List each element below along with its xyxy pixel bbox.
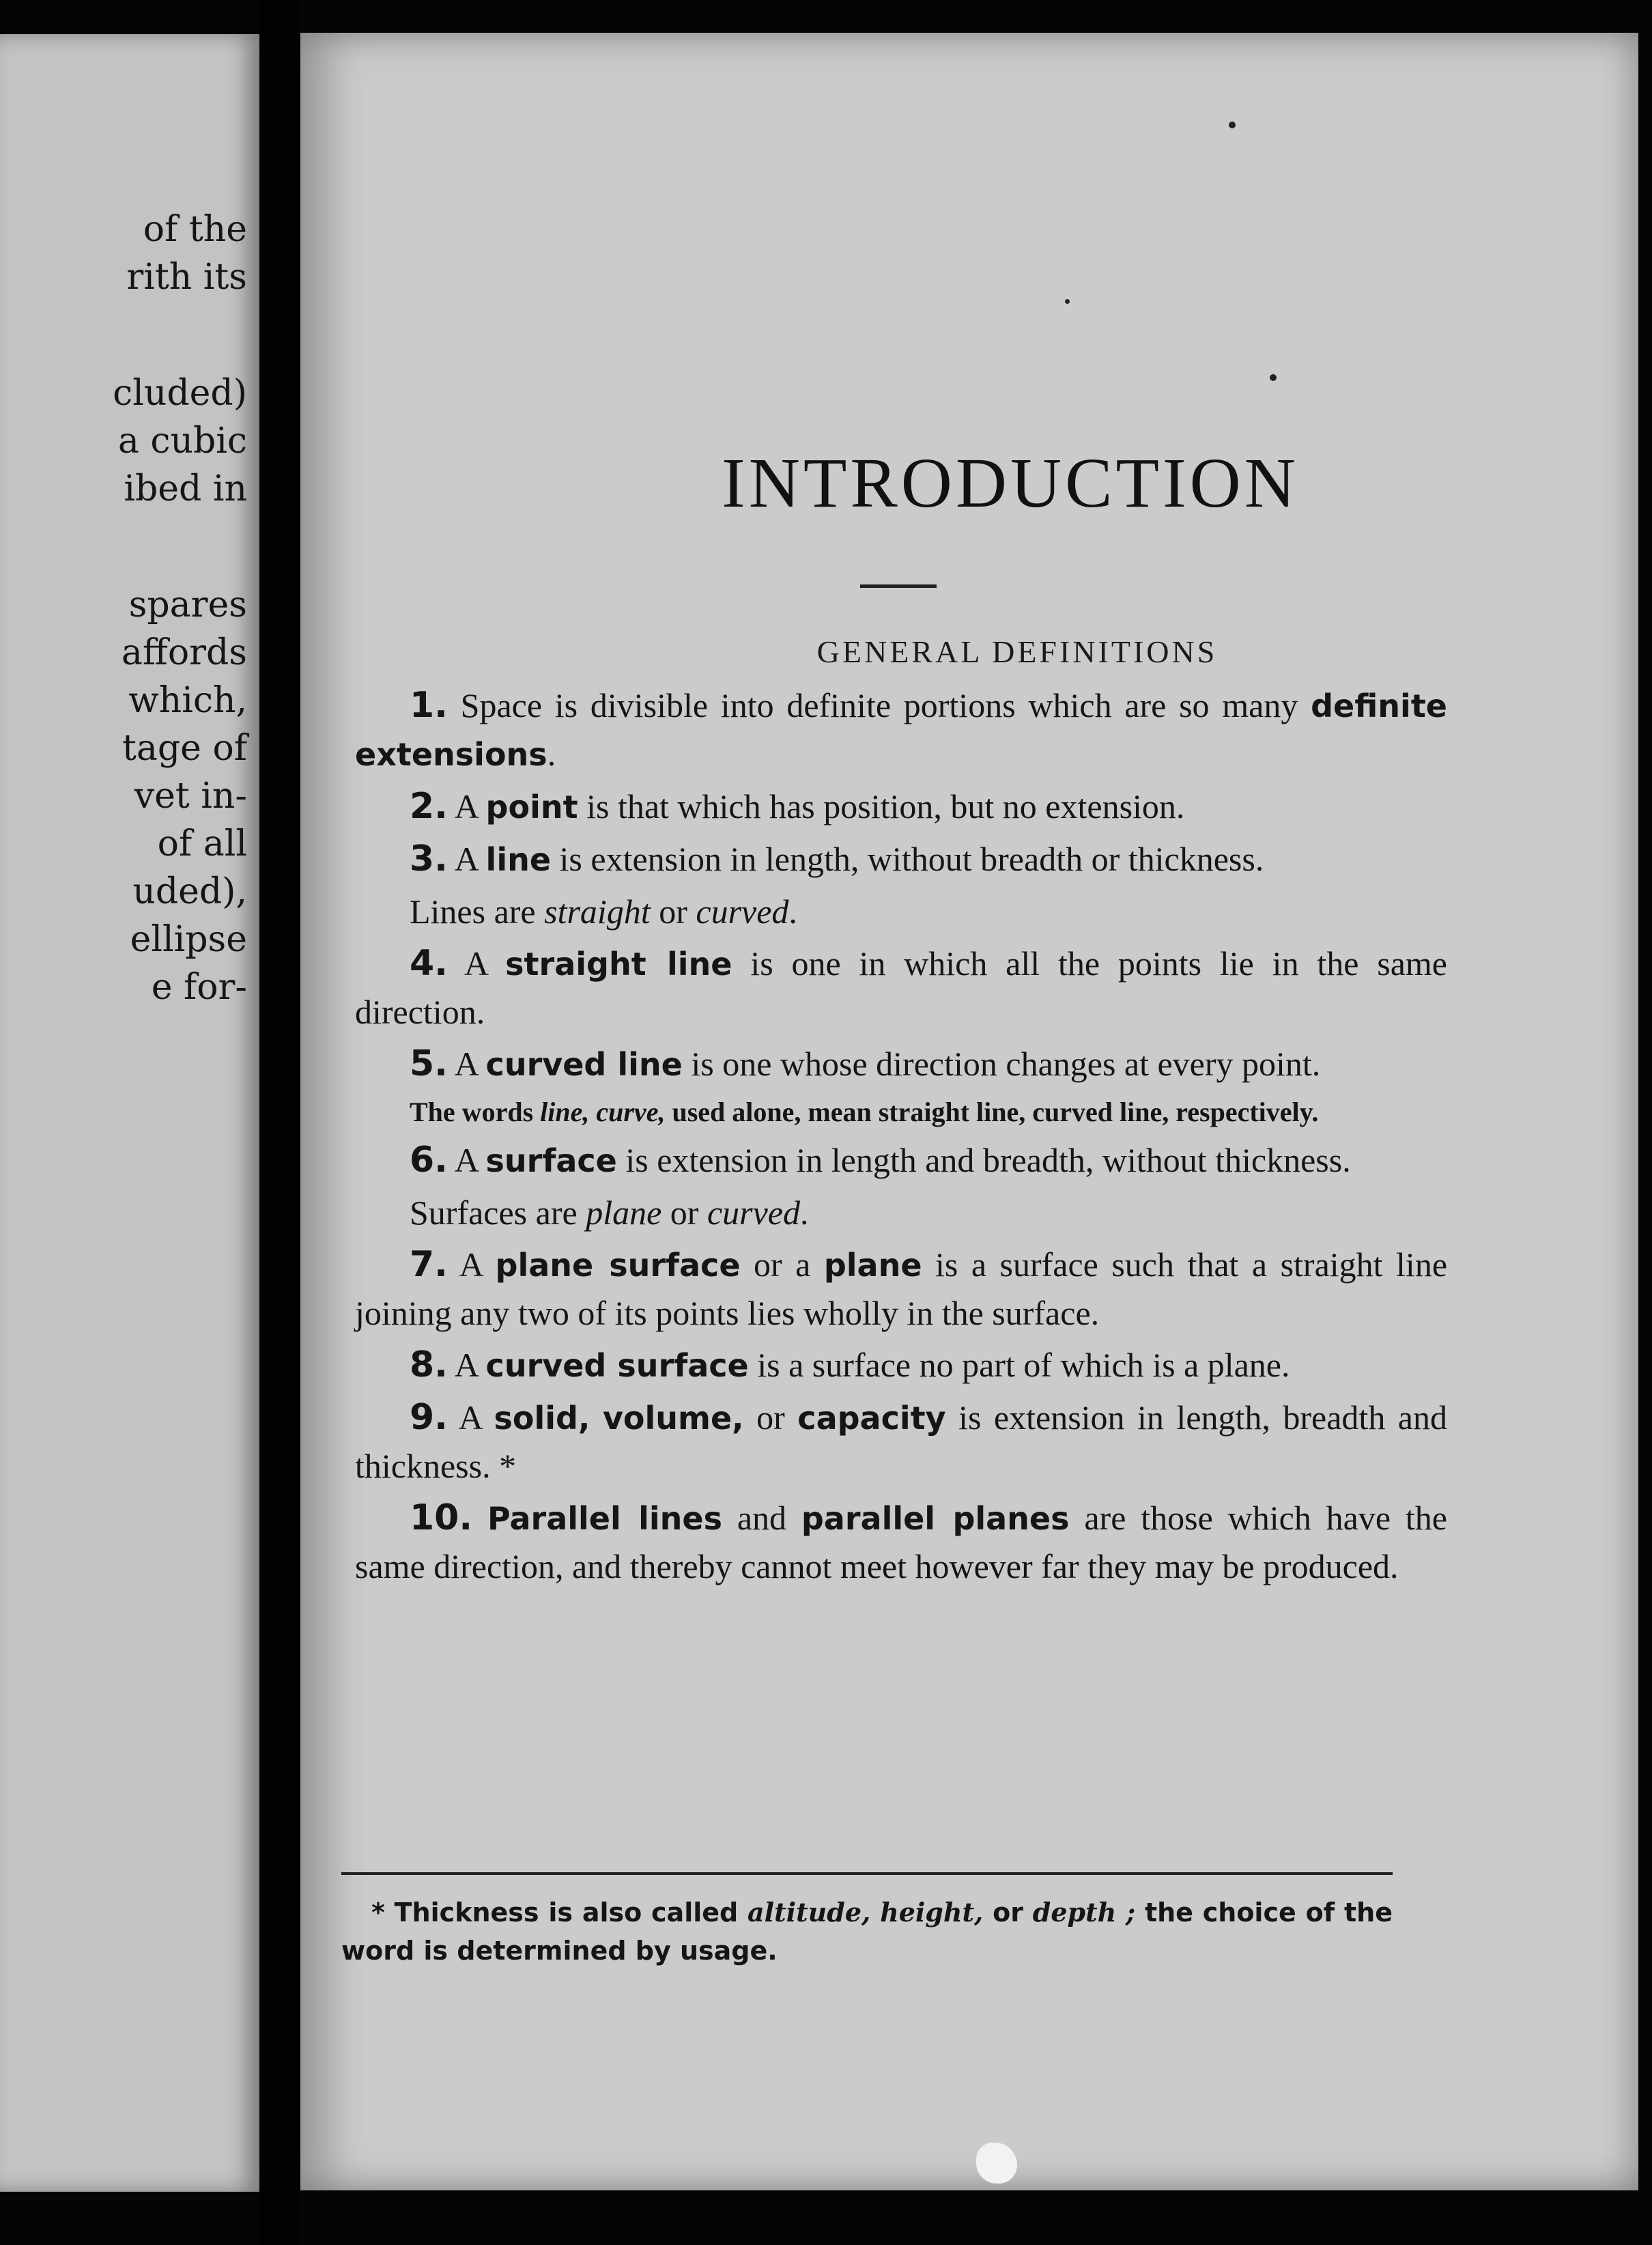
left-page-line: affords [121,632,247,673]
left-page-line: cluded) [113,373,247,414]
definition-number: 3. [410,838,448,879]
definition-term: parallel planes [801,1500,1070,1537]
definition-term: solid, [494,1400,590,1437]
definition-text: A [454,1045,486,1083]
left-page-line: a cubic [117,421,247,462]
definition-number: 2. [410,786,448,827]
definition-term: curved line [485,1046,683,1083]
definition-text: or [743,1398,798,1437]
surfaces-remark [355,1189,1447,1237]
remark-text: . [799,1194,809,1232]
book-gutter [259,0,300,2245]
definition-text: A [454,840,486,878]
definition-text: is one whose direction changes at every point. [682,1045,1321,1083]
definition-text: is extension in length, without breadth or thickness. [551,840,1264,878]
definition-text: are those which have the same direction, and thereby cannot meet however far they may be produced. [355,1499,1447,1585]
remark-italic: straight [544,892,651,931]
footnote-text: the choice of the word is determined by usage. [341,1897,1393,1966]
definition-text: is a surface no part of which is a plane. [748,1346,1290,1384]
print-speck [1270,374,1277,381]
remark-text: or [650,892,696,931]
definition-term: curved surface [485,1347,749,1384]
definition-5 [355,1040,1447,1088]
definition-term: capacity [797,1400,946,1437]
definitions-body [355,681,1447,1594]
left-page-line: which, [128,680,247,721]
left-page-line: uded), [132,871,247,912]
print-speck [1065,299,1070,304]
footnote-italic: altitude, height, [747,1897,984,1928]
remark-text: used alone, mean straight line, curved line, respectively. [665,1097,1319,1127]
remark-text: Lines are [410,892,545,931]
footnote-italic: depth ; [1032,1897,1136,1928]
definition-number: 4. [410,943,448,984]
definition-4 [355,940,1447,1036]
definition-2 [355,782,1447,831]
definition-number: 9. [410,1397,448,1438]
definition-text: A [454,1141,486,1179]
definition-text: . [547,735,556,773]
left-page-line: of the [143,209,247,250]
definition-text: is a surface such that a straight line joining any two of its points lies wholly in the surface. [355,1245,1448,1332]
definition-10 [355,1494,1447,1590]
left-page-line: spares [128,584,247,625]
definition-term: straight line [505,946,732,983]
definition-text: and [722,1499,801,1537]
definition-text: is extension in length and breadth, without thickness. [616,1141,1351,1179]
definition-text: is that which has position, but no extension. [578,787,1185,825]
page-title: INTRODUCTION [722,444,1299,522]
definition-text: is one in which all the points lie in the same direction. [355,944,1448,1031]
definition-6 [355,1136,1447,1185]
definition-term: line [485,841,552,878]
definition-term: surface [485,1142,617,1179]
definition-number: 7. [410,1244,448,1285]
lines-remark [355,888,1447,935]
footnote [341,1893,1393,1970]
definition-text: A [454,1346,486,1384]
definition-number: 1. [410,685,448,726]
remark-text: The words [410,1097,541,1127]
left-facing-page [0,34,259,2192]
title-divider [860,584,937,588]
definition-term: point [485,789,578,825]
remark-text: Surfaces are [410,1194,586,1232]
definition-number: 10. [410,1497,473,1538]
definition-1 [355,681,1447,778]
definition-text: A [464,944,506,983]
definition-number: 8. [410,1344,448,1385]
left-page-line: ibed in [124,468,247,509]
left-page-line: vet in- [134,776,247,817]
definition-9 [355,1394,1447,1490]
definition-text: A [454,787,486,825]
footnote-text: * Thickness is also called [371,1897,748,1928]
definition-8 [355,1341,1447,1389]
definition-number: 5. [410,1043,448,1084]
definition-term: plane [823,1247,922,1284]
remark-text: . [788,892,797,931]
left-page-line: of all [157,823,247,864]
left-page-line: rith its [126,257,247,298]
remark-italic: curved [707,1194,800,1232]
definition-text: is extension in length, breadth and thickness. * [355,1398,1447,1485]
definition-number: 6. [410,1140,448,1181]
words-remark [355,1092,1447,1132]
left-page-line: e for- [151,967,247,1008]
definition-7 [355,1241,1447,1337]
definition-text: Space is divisible into definite portions which are so many [460,686,1311,724]
left-page-line: tage of [122,728,247,769]
remark-italic: line, curve, [540,1097,666,1127]
definition-term: plane surface [495,1247,741,1284]
print-speck [1229,122,1236,128]
definition-term: definite extensions [355,688,1448,773]
definition-text: A [458,1398,494,1437]
definition-text: or a [740,1245,824,1284]
definition-term: volume, [602,1400,744,1437]
remark-text: or [661,1194,707,1232]
remark-italic: curved [696,892,789,931]
definition-text: A [459,1245,496,1284]
definition-3 [355,835,1447,884]
paper-blemish [976,2143,1017,2184]
left-page-line: ellipse [130,919,247,960]
definition-term: Parallel lines [487,1500,722,1537]
remark-italic: plane [586,1194,662,1232]
section-heading: GENERAL DEFINITIONS [816,634,1218,669]
footnote-rule [341,1872,1393,1875]
footnote-text: or [983,1897,1033,1928]
book-page [300,33,1638,2190]
